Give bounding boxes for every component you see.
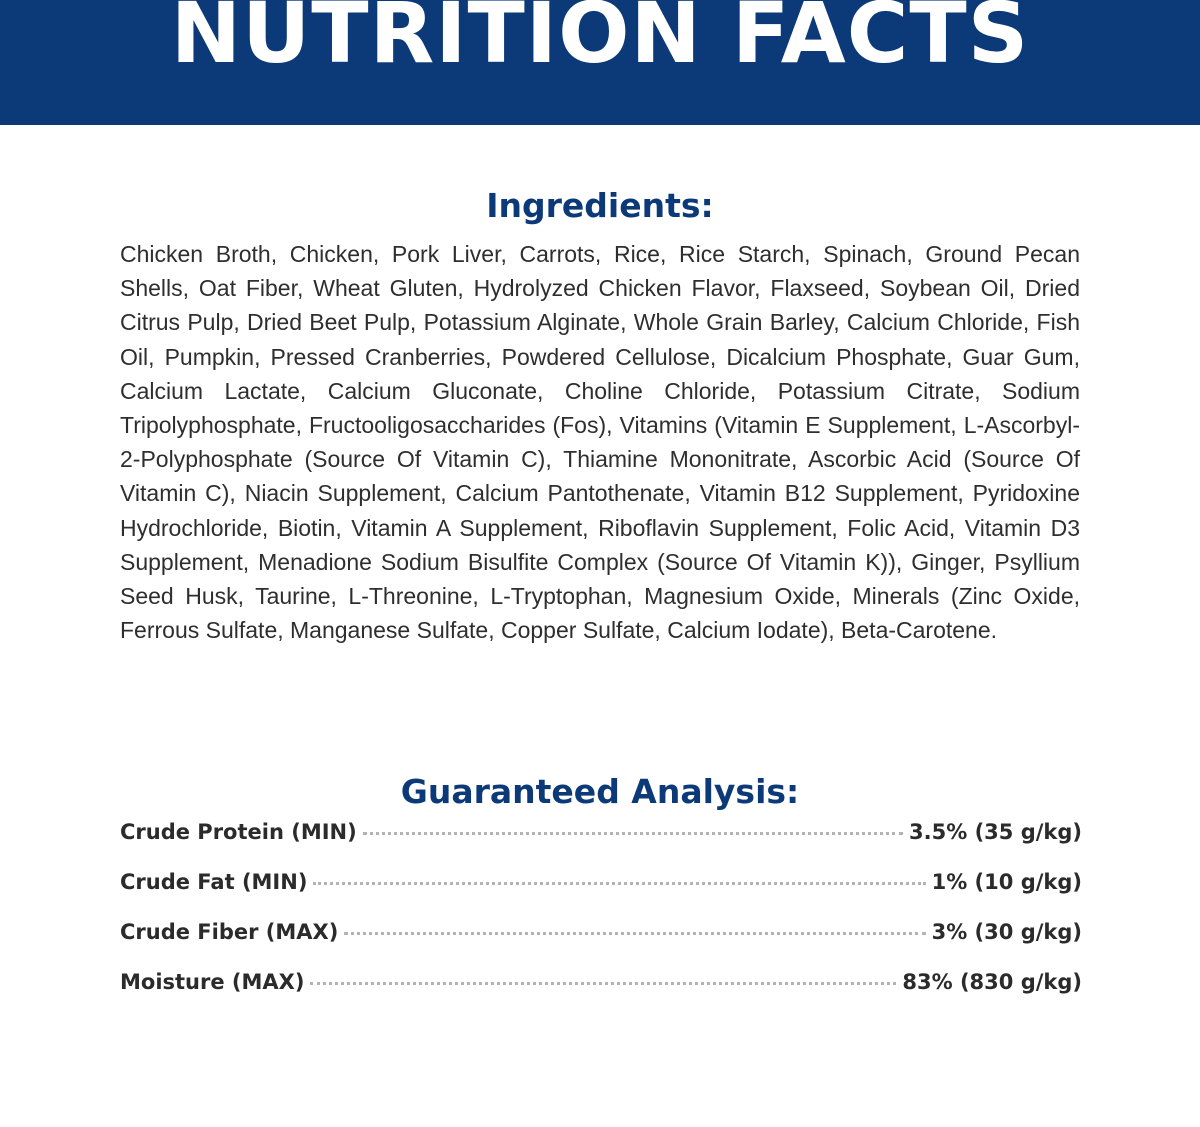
- guaranteed-analysis-table: [120, 820, 1082, 1020]
- analysis-label: Crude Fiber (MAX): [120, 920, 339, 944]
- analysis-row-moisture: [120, 970, 1082, 1020]
- dot-leader: [363, 829, 903, 835]
- analysis-value: 83% (830 g/kg): [902, 970, 1082, 994]
- analysis-value: 1% (10 g/kg): [931, 870, 1082, 894]
- analysis-row-crude-protein: [120, 820, 1082, 870]
- analysis-label: Crude Protein (MIN): [120, 820, 357, 844]
- page-title: NUTRITION FACTS: [170, 0, 1030, 82]
- ingredients-list-text: Chicken Broth, Chicken, Pork Liver, Carrots, Rice, Rice Starch, Spinach, Ground Pecan Shells, Oat Fiber, Wheat Gluten, Hydrolyzed Chicken Flavor, Flaxseed, Soybean Oil, Dried Citrus Pulp, Dried Beet Pulp, Potassium Alginate, Whole Grain Barley, Calcium Chloride, Fish Oil, Pumpkin, Pressed Cranberries, Powdered Cellulose, Dicalcium Phosphate, Guar Gum, Calcium Lactate, Calcium Gluconate, Choline Chloride, Potassium Citrate, Sodium Tripolyphosphate, Fructooligosaccharides (Fos), Vitamins (Vitamin E Supplement, L-Ascorbyl-2-Polyphosphate (Source Of Vitamin C), Thiamine Mononitrate, Ascorbic Acid (Source Of Vitamin C), Niacin Supplement, Calcium Pantothenate, Vitamin B12 Supplement, Pyridoxine Hydrochloride, Biotin, Vitamin A Supplement, Riboflavin Supplement, Folic Acid, Vitamin D3 Supplement, Menadione Sodium Bisulfite Complex (Source Of Vitamin K)), Ginger, Psyllium Seed Husk, Taurine, L-Threonine, L-Tryptophan, Magnesium Oxide, Minerals (Zinc Oxide, Ferrous Sulfate, Manganese Sulfate, Copper Sulfate, Calcium Iodate), Beta-Carotene.: [120, 241, 1080, 644]
- analysis-label: Crude Fat (MIN): [120, 870, 308, 894]
- analysis-label: Moisture (MAX): [120, 970, 305, 994]
- analysis-value: 3% (30 g/kg): [931, 920, 1082, 944]
- dot-leader: [310, 979, 896, 985]
- header-banner: [0, 0, 1200, 125]
- analysis-value: 3.5% (35 g/kg): [909, 820, 1082, 844]
- ingredients-heading: Ingredients:: [486, 186, 714, 225]
- analysis-row-crude-fiber: [120, 920, 1082, 970]
- analysis-row-crude-fat: [120, 870, 1082, 920]
- dot-leader: [313, 879, 925, 885]
- dot-leader: [344, 929, 925, 935]
- guaranteed-analysis-heading: Guaranteed Analysis:: [400, 772, 800, 811]
